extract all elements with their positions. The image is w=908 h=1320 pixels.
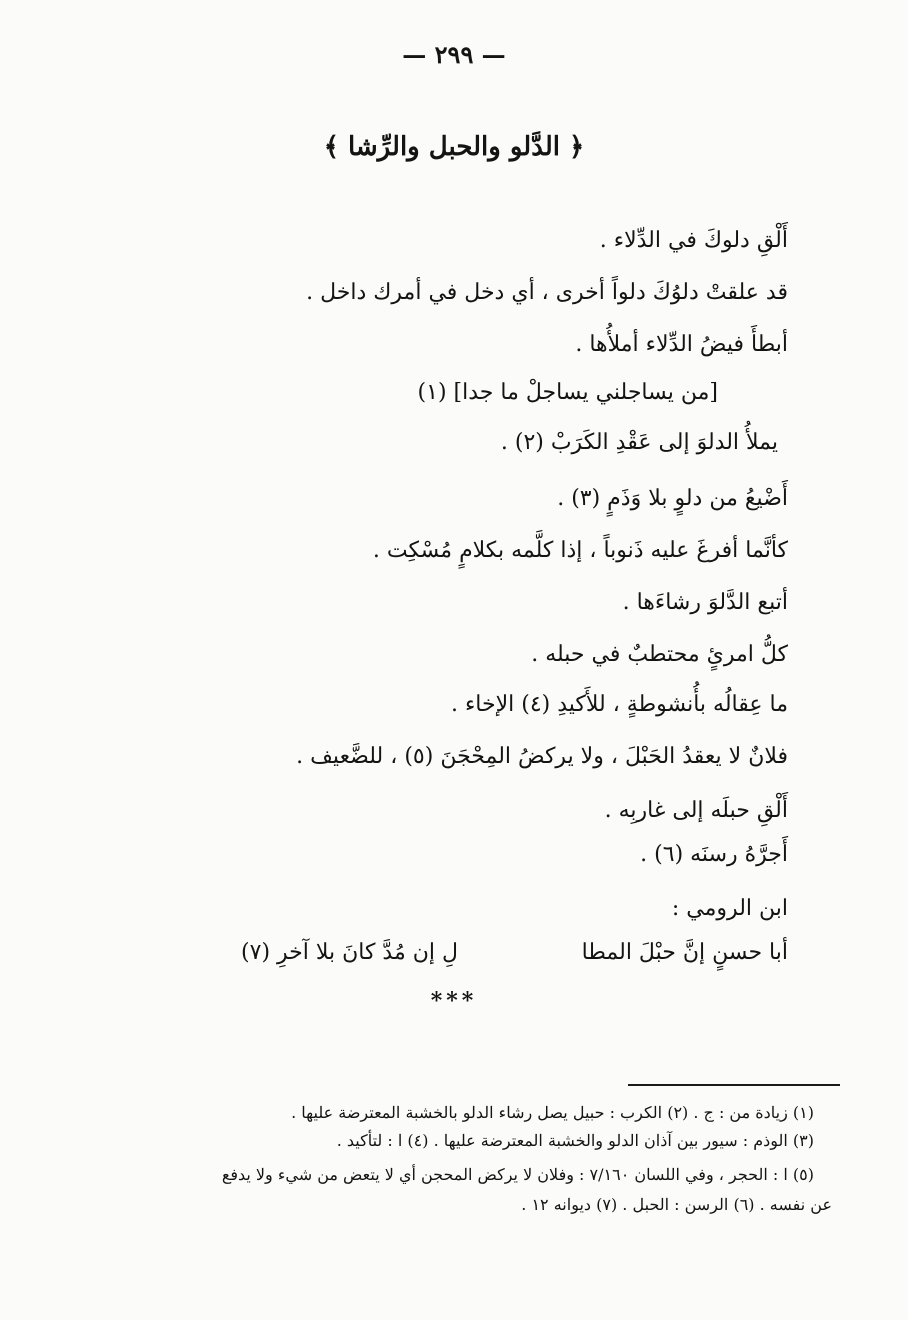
verse-first-hemistich: أبا حسنٍ إنَّ حبْلَ المطا — [581, 940, 788, 965]
proverb-line-3: أبطأَ فيضُ الدِّلاء أملأُها . — [575, 332, 788, 357]
page-number: — ٢٩٩ — — [402, 40, 506, 69]
footnote-line-4: عن نفسه . (٦) الرسن : الحبل . (٧) ديوانه ١٢ . — [521, 1195, 832, 1214]
proverb-line-8: أتبع الدَّلوَ رشاءَها . — [622, 590, 788, 615]
section-separator: *** — [430, 988, 478, 1014]
proverb-line-10: ما عِقالُه بأُنشوطةٍ ، للأَكيدِ (٤) الإخاء . — [450, 692, 788, 717]
verse-second-hemistich: لِ إن مُدَّ كانَ بلا آخرِ (٧) — [241, 940, 458, 965]
footnote-line-3: (٥) ا : الحجر ، وفي اللسان ٧/١٦٠ : وفلان لا يركض المحجن أي لا يتعض من شيء ولا يدفع — [221, 1165, 814, 1184]
footnote-line-1: (١) زيادة من : ج . (٢) الكرب : حبيل يصل رشاء الدلو بالخشبة المعترضة عليها . — [291, 1103, 814, 1122]
proverb-line-5: يملأُ الدلوَ إلى عَقْدِ الكَرَبْ (٢) . — [500, 430, 778, 455]
proverb-line-1: أَلْقِ دلوكَ في الدِّلاء . — [599, 228, 788, 253]
poet-attribution: ابن الرومي : — [671, 896, 788, 921]
footnote-line-2: (٣) الوذم : سيور بين آذان الدلو والخشبة المعترضة عليها . (٤) ا : لتأكيد . — [336, 1131, 814, 1150]
proverb-line-11: فلانٌ لا يعقدُ الحَبْلَ ، ولا يركضُ المِحْجَنَ (٥) ، للضَّعيف . — [296, 744, 788, 769]
proverb-line-9: كلُّ امرئٍ محتطبٌ في حبله . — [531, 642, 788, 667]
proverb-line-12: أَلْقِ حبلَه إلى غاربِه . — [604, 798, 788, 823]
proverb-line-4: [من يساجلني يساجلْ ما جدا] (١) — [417, 380, 718, 405]
proverb-line-6: أَضْيعُ من دلوٍ بلا وَذَمٍ (٣) . — [557, 486, 788, 511]
proverb-line-7: كأنَّما أفرغَ عليه ذَنوباً ، إذا كلَّمه بكلامٍ مُسْكِت . — [372, 538, 788, 563]
proverb-line-2: قد علقتْ دلوُكَ دلواً أخرى ، أي دخل في أمرك داخل . — [306, 280, 788, 305]
footnote-rule — [628, 1084, 840, 1086]
section-title: ﴿ الدَّلو والحبل والرِّشا ﴾ — [323, 132, 585, 162]
proverb-line-13: أَجرَّهُ رسنَه (٦) . — [640, 842, 788, 867]
